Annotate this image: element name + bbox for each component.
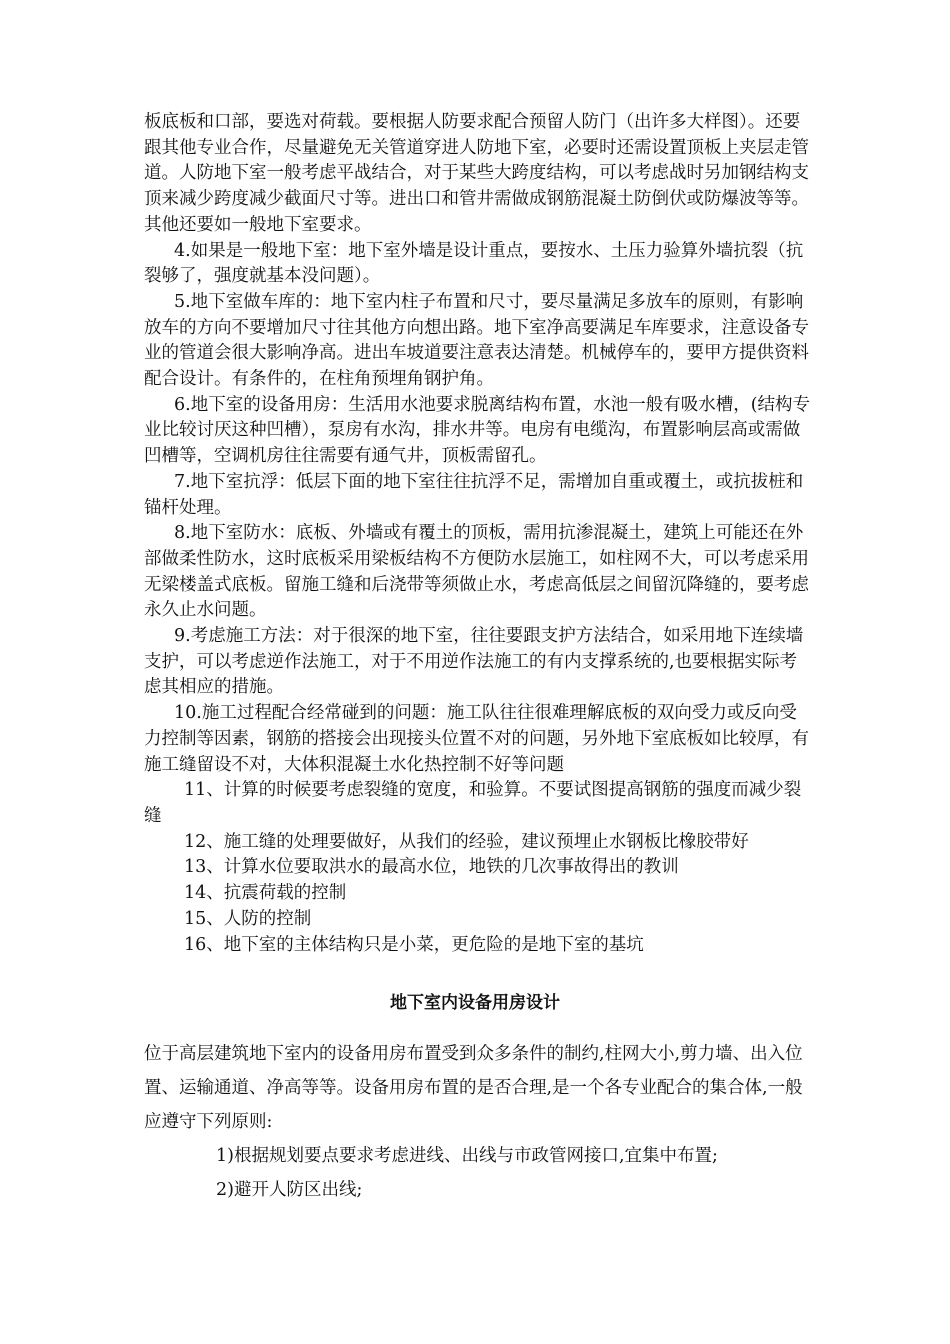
principle-item-2: 2)避开人防区出线; xyxy=(216,1180,363,1200)
paragraph-item-11: 11、计算的时候要考虑裂缝的宽度，和验算。不要试图提高钢筋的强度而减少裂缝 xyxy=(144,780,802,826)
paragraph-item-5: 5.地下室做车库的：地下室内柱子布置和尺寸，要尽量满足多放车的原则，有影响放车的方向不要增加尺寸往其他方向想出路。地下室净高要满足车库要求，注意设备专业的管道会很大影响净高。进出车坡道要注意表达清楚。机械停车的，要甲方提供资料配合设计。有条件的，在柱角预埋角钢护角。 xyxy=(144,291,809,390)
paragraph-item-6: 6.地下室的设备用房：生活用水池要求脱离结构布置，水池一般有吸水槽，(结构专业比较讨厌这种凹槽），泵房有水沟，排水井等。电房有电缆沟，布置影响层高或需做凹槽等，空调机房往往需要有通气井，顶板需留孔。 xyxy=(144,394,811,467)
paragraph-item-12: 12、施工缝的处理要做好，从我们的经验，建议预埋止水钢板比橡胶带好 xyxy=(184,831,749,852)
paragraph-item-8: 8.地下室防水：底板、外墙或有覆土的顶板，需用抗渗混凝土，建筑上可能还在外部做柔性防水，这时底板采用梁板结构不方便防水层施工，如柱网不大，可以考虑采用无梁楼盖式底板。留施工缝和后浇带等须做止水，考虑高低层之间留沉降缝的，要考虑永久止水问题。 xyxy=(144,523,809,621)
paragraph-item-7: 7.地下室抗浮：低层下面的地下室往往抗浮不足，需增加自重或覆土，或抗拔桩和锚杆处理。 xyxy=(144,471,804,518)
paragraph-item-14: 14、抗震荷载的控制 xyxy=(184,883,347,904)
equipment-room-section xyxy=(144,1037,814,1207)
paragraph-item-9: 9.考虑施工方法：对于很深的地下室，往往要跟支护方法结合，如采用地下连续墙支护，可以考虑逆作法施工，对于不用逆作法施工的有内支撑系统的,也要根据实际考虑其相应的措施。 xyxy=(144,626,804,698)
paragraph-item-16: 16、地下室的主体结构只是小菜，更危险的是地下室的基坑 xyxy=(184,934,644,955)
principle-item-1: 1)根据规划要点要求考虑进线、出线与市政管网接口,宜集中布置; xyxy=(216,1146,718,1166)
paragraph-item-10: 10.施工过程配合经常碰到的问题：施工队往往很难理解底板的双向受力或反向受力控制等因素，钢筋的搭接会出现接头位置不对的问题，另外地下室底板如比较厚，有施工缝留设不对，大体积混凝土水化热控制不好等问题 xyxy=(144,703,809,775)
paragraph-civil-defense: 板底板和口部，要选对荷载。要根据人防要求配合预留人防门（出许多大样图）。还要跟其他专业合作，尽量避免无关管道穿进人防地下室，必要时还需设置顶板上夹层走管道。人防地下室一般考虑平战结合，对于某些大跨度结构，可以考虑战时另加钢结构支顶来减少跨度减少截面尺寸等。进出口和管井需做成钢筋混凝土防倒伏或防爆波等等。其他还要如一般地下室要求。 xyxy=(144,112,809,235)
paragraph-item-4: 4.如果是一般地下室：地下室外墙是设计重点，要按水、土压力验算外墙抗裂（抗裂够了，强度就基本没问题）。 xyxy=(144,240,804,287)
notes-section xyxy=(144,110,812,958)
intro-paragraph: 位于高层建筑地下室内的设备用房布置受到众多条件的制约,柱网大小,剪力墙、出入位置、运输通道、净高等等。设备用房布置的是否合理,是一个各专业配合的集合体,一般应遵守下列原则: xyxy=(144,1044,803,1132)
section-title: 地下室内设备用房设计 xyxy=(390,993,560,1013)
paragraph-item-13: 13、计算水位要取洪水的最高水位，地铁的几次事故得出的教训 xyxy=(184,857,679,878)
paragraph-item-15: 15、人防的控制 xyxy=(184,908,312,929)
